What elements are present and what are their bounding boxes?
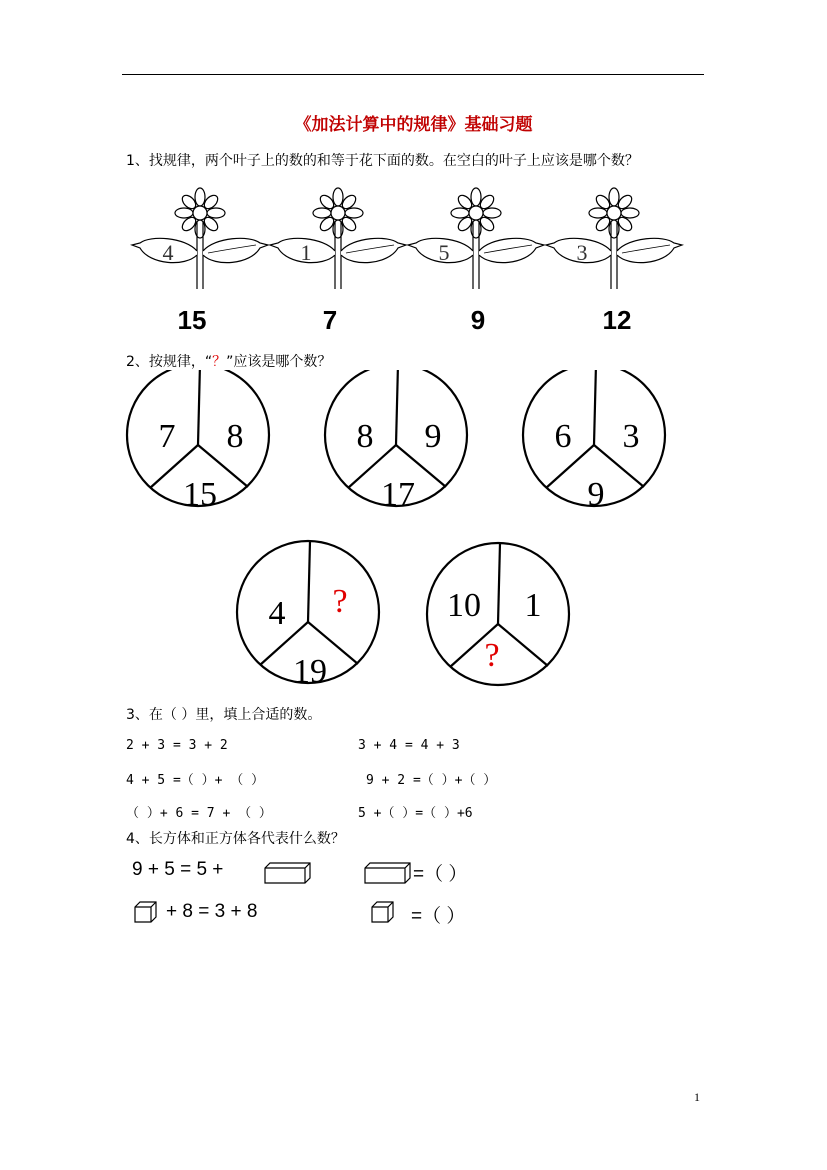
cuboid-icon bbox=[263, 861, 313, 885]
question-mark-inline: ？ bbox=[212, 354, 227, 370]
circle-left-number: 6 bbox=[554, 418, 572, 455]
circles-figure bbox=[0, 370, 827, 690]
circle-2 bbox=[325, 370, 467, 513]
equation-1a: 2 + 3 = 3 + 2 bbox=[126, 738, 228, 753]
flower-total-3: 9 bbox=[470, 305, 486, 335]
flower-2 bbox=[270, 188, 406, 289]
circle-right-number: 1 bbox=[524, 587, 542, 624]
header-rule bbox=[122, 74, 704, 75]
circle-left-number: 8 bbox=[356, 418, 374, 455]
circle-4 bbox=[237, 541, 379, 690]
question-3-text: 3、在（ ）里，填上合适的数。 bbox=[126, 707, 322, 723]
question-2-text-after: ”应该是哪个数？ bbox=[226, 354, 332, 370]
question-2-text-before: 2、按规律，“ bbox=[126, 354, 213, 370]
leaf-number: 3 bbox=[576, 240, 588, 265]
question-2-text bbox=[126, 351, 331, 371]
flower-1 bbox=[132, 188, 268, 289]
circle-bottom-number: 15 bbox=[183, 476, 217, 513]
page-number: 1 bbox=[694, 1090, 700, 1104]
cube-answer: =（ ） bbox=[411, 906, 466, 927]
circle-right-number: 9 bbox=[424, 418, 442, 455]
circle-1 bbox=[127, 370, 269, 513]
circle-right-number: 3 bbox=[622, 418, 640, 455]
circle-left-number: 7 bbox=[158, 418, 176, 455]
cuboid-answer: =（ ） bbox=[413, 864, 468, 885]
circle-bottom-number: 19 bbox=[293, 653, 327, 690]
circle-left-number: 4 bbox=[268, 595, 286, 632]
circle-left-number: 10 bbox=[447, 587, 481, 624]
circle-right-number: 8 bbox=[226, 418, 244, 455]
equation-3b: 5 +（ ）=（ ）+6 bbox=[358, 806, 473, 821]
circle-bottom-number: 9 bbox=[587, 476, 605, 513]
cube-icon bbox=[133, 900, 159, 924]
cuboid-equation-left: 9 + 5 = 5 + bbox=[132, 859, 224, 880]
circle-unknown-mark: ? bbox=[332, 583, 348, 620]
flower-total-1: 15 bbox=[177, 305, 207, 335]
question-4-text: 4、长方体和正方体各代表什么数？ bbox=[126, 831, 345, 847]
equation-1b: 3 + 4 = 4 + 3 bbox=[358, 738, 460, 753]
circle-unknown-mark: ? bbox=[484, 637, 500, 674]
circle-3 bbox=[523, 370, 665, 513]
cube-icon bbox=[370, 900, 396, 924]
circle-bottom-number: 17 bbox=[381, 476, 415, 513]
flower-4 bbox=[546, 188, 682, 289]
flower-3 bbox=[408, 188, 544, 289]
equation-3a: （ ）+ 6 = 7 + （ ） bbox=[126, 806, 272, 821]
cuboid-icon bbox=[363, 861, 413, 885]
cube-equation-left: + 8 = 3 + 8 bbox=[166, 901, 258, 922]
leaf-number: 1 bbox=[300, 240, 312, 265]
leaf-number: 5 bbox=[438, 240, 450, 265]
equation-2b: 9 + 2 =（ ）+（ ） bbox=[366, 773, 497, 788]
flower-total-4: 12 bbox=[602, 305, 632, 335]
page-title: 《加法计算中的规律》基础习题 bbox=[294, 115, 533, 135]
leaf-number: 4 bbox=[162, 240, 174, 265]
question-1-text: 1、找规律，两个叶子上的数的和等于花下面的数。在空白的叶子上应该是哪个数？ bbox=[126, 153, 639, 169]
flowers-figure bbox=[130, 180, 690, 290]
circle-5 bbox=[427, 543, 569, 685]
equation-2a: 4 + 5 =（ ）+ （ ） bbox=[126, 773, 265, 788]
flower-total-2: 7 bbox=[322, 305, 338, 335]
